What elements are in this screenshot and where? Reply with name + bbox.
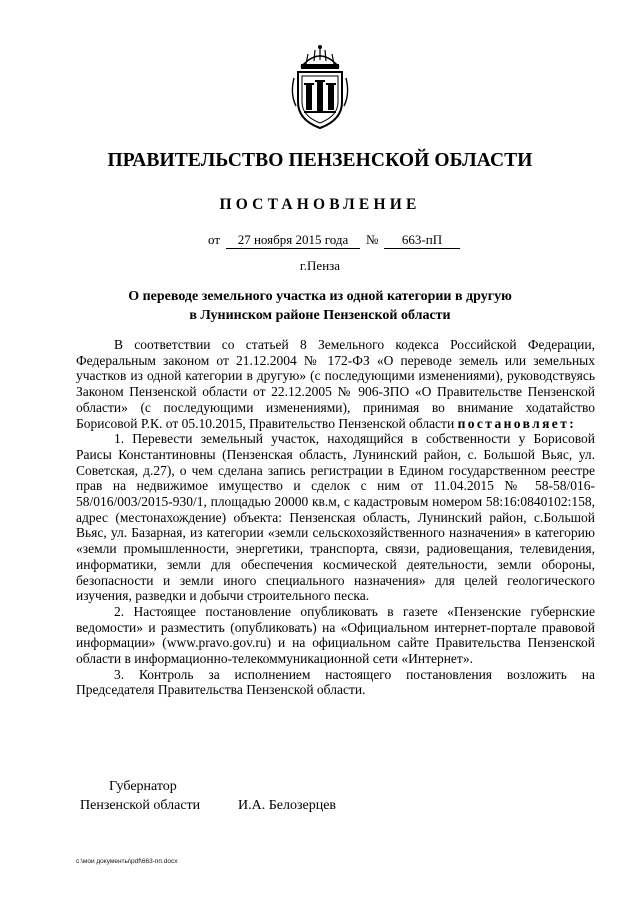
document-subject: [0, 287, 640, 325]
subject-line: в Лунинском районе Пензенской области: [189, 308, 451, 323]
document-type: ПОСТАНОВЛЕНИЕ: [219, 196, 421, 213]
date-prefix: от: [208, 232, 221, 247]
signatory-title-line2: Пензенской области: [80, 798, 201, 813]
document-number: 663-пП: [384, 232, 460, 249]
item-2-paragraph: 2. Настоящее постановление опубликовать в газете «Пензенские губернские ведомости» и разместить (опубликовать) на «Официальном интернет-портале правовой информации» (www.pravo.gov.ru) и на официальном сайте Правительства Пензенской области в информационно-телекоммуникационной сети «Интернет».: [76, 603, 595, 667]
government-title: ПРАВИТЕЛЬСТВО ПЕНЗЕНСКОЙ ОБЛАСТИ: [107, 150, 533, 171]
subject-line: О переводе земельного участка из одной категории в другую: [128, 289, 512, 304]
number-sign: №: [366, 232, 379, 247]
file-path-footer: c:\мои документы\pdf\663-пп.docx: [76, 858, 178, 865]
signatory-name: И.А. Белозерцев: [238, 798, 337, 813]
preamble-text: В соответствии со статьей 8 Земельного кодекса Российской Федерации, Федеральным законом от 21.12.2004 № 172-ФЗ «О переводе земель или земельных участков из одной категории в другую» (с последующими изменениями), руководствуясь Законом Пензенской области от 22.12.2005 № 906-ЗПО «О Правительстве Пензенской области» (с последующими изменениями), принимая во внимание ходатайство Борисовой Р.К. от 05.10.2015, Правительство Пензенской области: [76, 337, 595, 431]
decree-word: постановляет:: [457, 415, 577, 431]
document-date: 27 ноября 2015 года: [226, 232, 360, 249]
signatory-title-line1: Губернатор: [109, 779, 177, 794]
document-body: [76, 337, 595, 698]
document-city: г.Пенза: [299, 258, 341, 273]
item-1-paragraph: 1. Перевести земельный участок, находящийся в собственности у Борисовой Раисы Константиновны (Пензенская область, Лунинский район, с. Большой Вьяс, ул. Советская, д.27), о чем сделана запись регистрации в Едином государственном реестре прав на недвижимое имущество и сделок с ним от 11.04.2015 № 58-58/016-58/016/003/2015-930/1, площадью 20000 кв.м, с кадастровым номером 58:16:0840102:158, адрес (местонахождение) объекта: Пензенская область, Лунинский район, с.Большой Вьяс, ул. Базарная, из категории «земли сельскохозяйственного назначения» в категорию «земли промышленности, энергетики, транспорта, связи, радиовещания, телевидения, информатики, земли для обеспечения космической деятельности, земли обороны, безопасности и земли иного специального назначения» для целей геологического изучения, разведки и добычи строительного песка.: [76, 431, 595, 604]
penza-region-coat-of-arms-icon: [288, 44, 352, 130]
item-3-paragraph: 3. Контроль за исполнением настоящего постановления возложить на Председателя Правительства Пензенской области.: [76, 666, 595, 698]
preamble-paragraph: [76, 337, 595, 431]
